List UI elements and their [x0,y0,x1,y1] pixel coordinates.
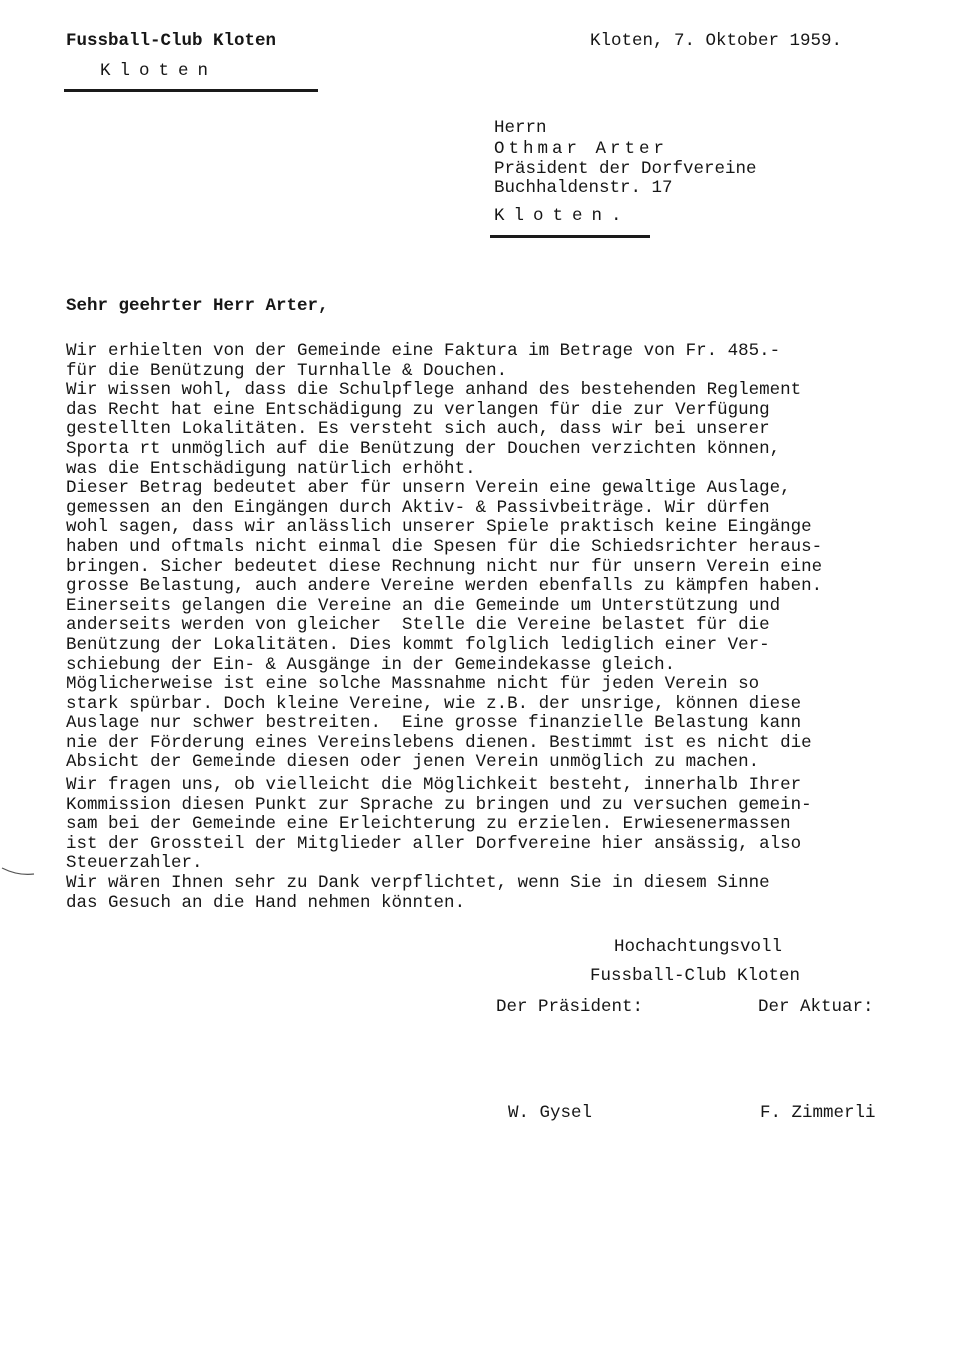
body-line: bringen. Sicher bedeutet diese Rechnung nicht nur für unsern Verein eine [66,556,823,577]
body-line: Wir erhielten von der Gemeinde eine Faktura im Betrage von Fr. 485.- [66,341,781,361]
body-line: Benützung der Lokalitäten. Dies kommt folglich lediglich einer Ver- [66,634,770,655]
body-line: Einerseits gelangen die Vereine an die Gemeinde um Unterstützung und [66,595,781,616]
valediction: Hochachtungsvoll [614,937,783,957]
recipient-city: Kloten. [494,206,631,226]
body-line: das Recht hat eine Entschädigung zu verlangen für die zur Verfügung [66,399,770,420]
body-line: sam bei der Gemeinde eine Erleichterung zu erzielen. Erwiesenermassen [66,814,791,835]
body-line: haben und oftmals nicht einmal die Spesen für die Schiedsrichter heraus- [66,536,823,557]
body-line: das Gesuch an die Hand nehmen könnten. [66,892,466,913]
body-line: Möglicherweise ist eine solche Massnahme nicht für jeden Verein so [66,674,760,695]
body-line: Sporta rt unmöglich auf die Benützung der Douchen verzichten können, [66,438,781,459]
greeting: Sehr geehrter Herr Arter, [66,296,329,316]
body-line: anderseits werden von gleicher Stelle die Vereine belastet für die [66,615,770,636]
signer-secretary: F. Zimmerli [760,1103,876,1123]
recipient-title: Präsident der Dorfvereine [494,159,757,179]
body-line: Dieser Betrag bedeutet aber für unsern Verein eine gewaltige Auslage, [66,478,791,499]
body-line: Auslage nur schwer bestreiten. Eine grosse finanzielle Belastung kann [66,713,802,734]
body-line: ist der Grossteil der Mitglieder aller Dorfvereine hier ansässig, also [66,833,802,854]
body-line: für die Benützung der Turnhalle & Douchen. [66,360,508,381]
closing-club-name: Fussball-Club Kloten [590,966,801,986]
date-line: Kloten, 7. Oktober 1959. [590,31,843,51]
body-line: Kommission diesen Punkt zur Sprache zu bringen und zu versuchen gemein- [66,794,812,815]
body-line: wohl sagen, dass wir anlässlich unserer Spiele praktisch keine Eingänge [66,517,812,538]
role-president: Der Präsident: [496,997,644,1017]
sender-club-name: Fussball-Club Kloten [66,31,277,51]
body-line: was die Entschädigung natürlich erhöht. [66,458,476,479]
letter-body [66,342,946,913]
body-line: Steuerzahler. [66,853,203,874]
body-line: Wir wären Ihnen sehr zu Dank verpflichtet, wenn Sie in diesem Sinne [66,873,770,894]
body-line: gestellten Lokalitäten. Es versteht sich auch, dass wir bei unserer [66,419,770,440]
signer-president: W. Gysel [508,1103,593,1123]
body-line: grosse Belastung, auch andere Vereine werden ebenfalls zu kämpfen haben. [66,576,823,597]
recipient-salutation: Herrn [494,118,547,138]
body-line: Wir wissen wohl, dass die Schulpflege anhand des bestehenden Reglement [66,380,802,401]
body-line: schiebung der Ein- & Ausgänge in der Gemeindekasse gleich. [66,654,676,675]
body-line: Wir fragen uns, ob vielleicht die Möglichkeit besteht, innerhalb Ihrer [66,775,802,796]
letterhead-rule [64,89,318,92]
body-line: stark spürbar. Doch kleine Vereine, wie z.B. der unsrige, können diese [66,693,802,714]
body-line: Absicht der Gemeinde diesen oder jenen Verein unmöglich zu machen. [66,752,760,773]
body-line: gemessen an den Eingängen durch Aktiv- & Passivbeiträge. Wir dürfen [66,497,770,518]
recipient-name: Othmar Arter [494,139,669,159]
body-line: nie der Förderung eines Vereinslebens dienen. Bestimmt ist es nicht die [66,732,812,753]
recipient-street: Buchhaldenstr. 17 [494,178,673,198]
sender-city: Kloten [100,61,218,81]
role-secretary: Der Aktuar: [758,997,874,1017]
margin-mark-icon [0,862,40,882]
recipient-rule [490,235,650,238]
